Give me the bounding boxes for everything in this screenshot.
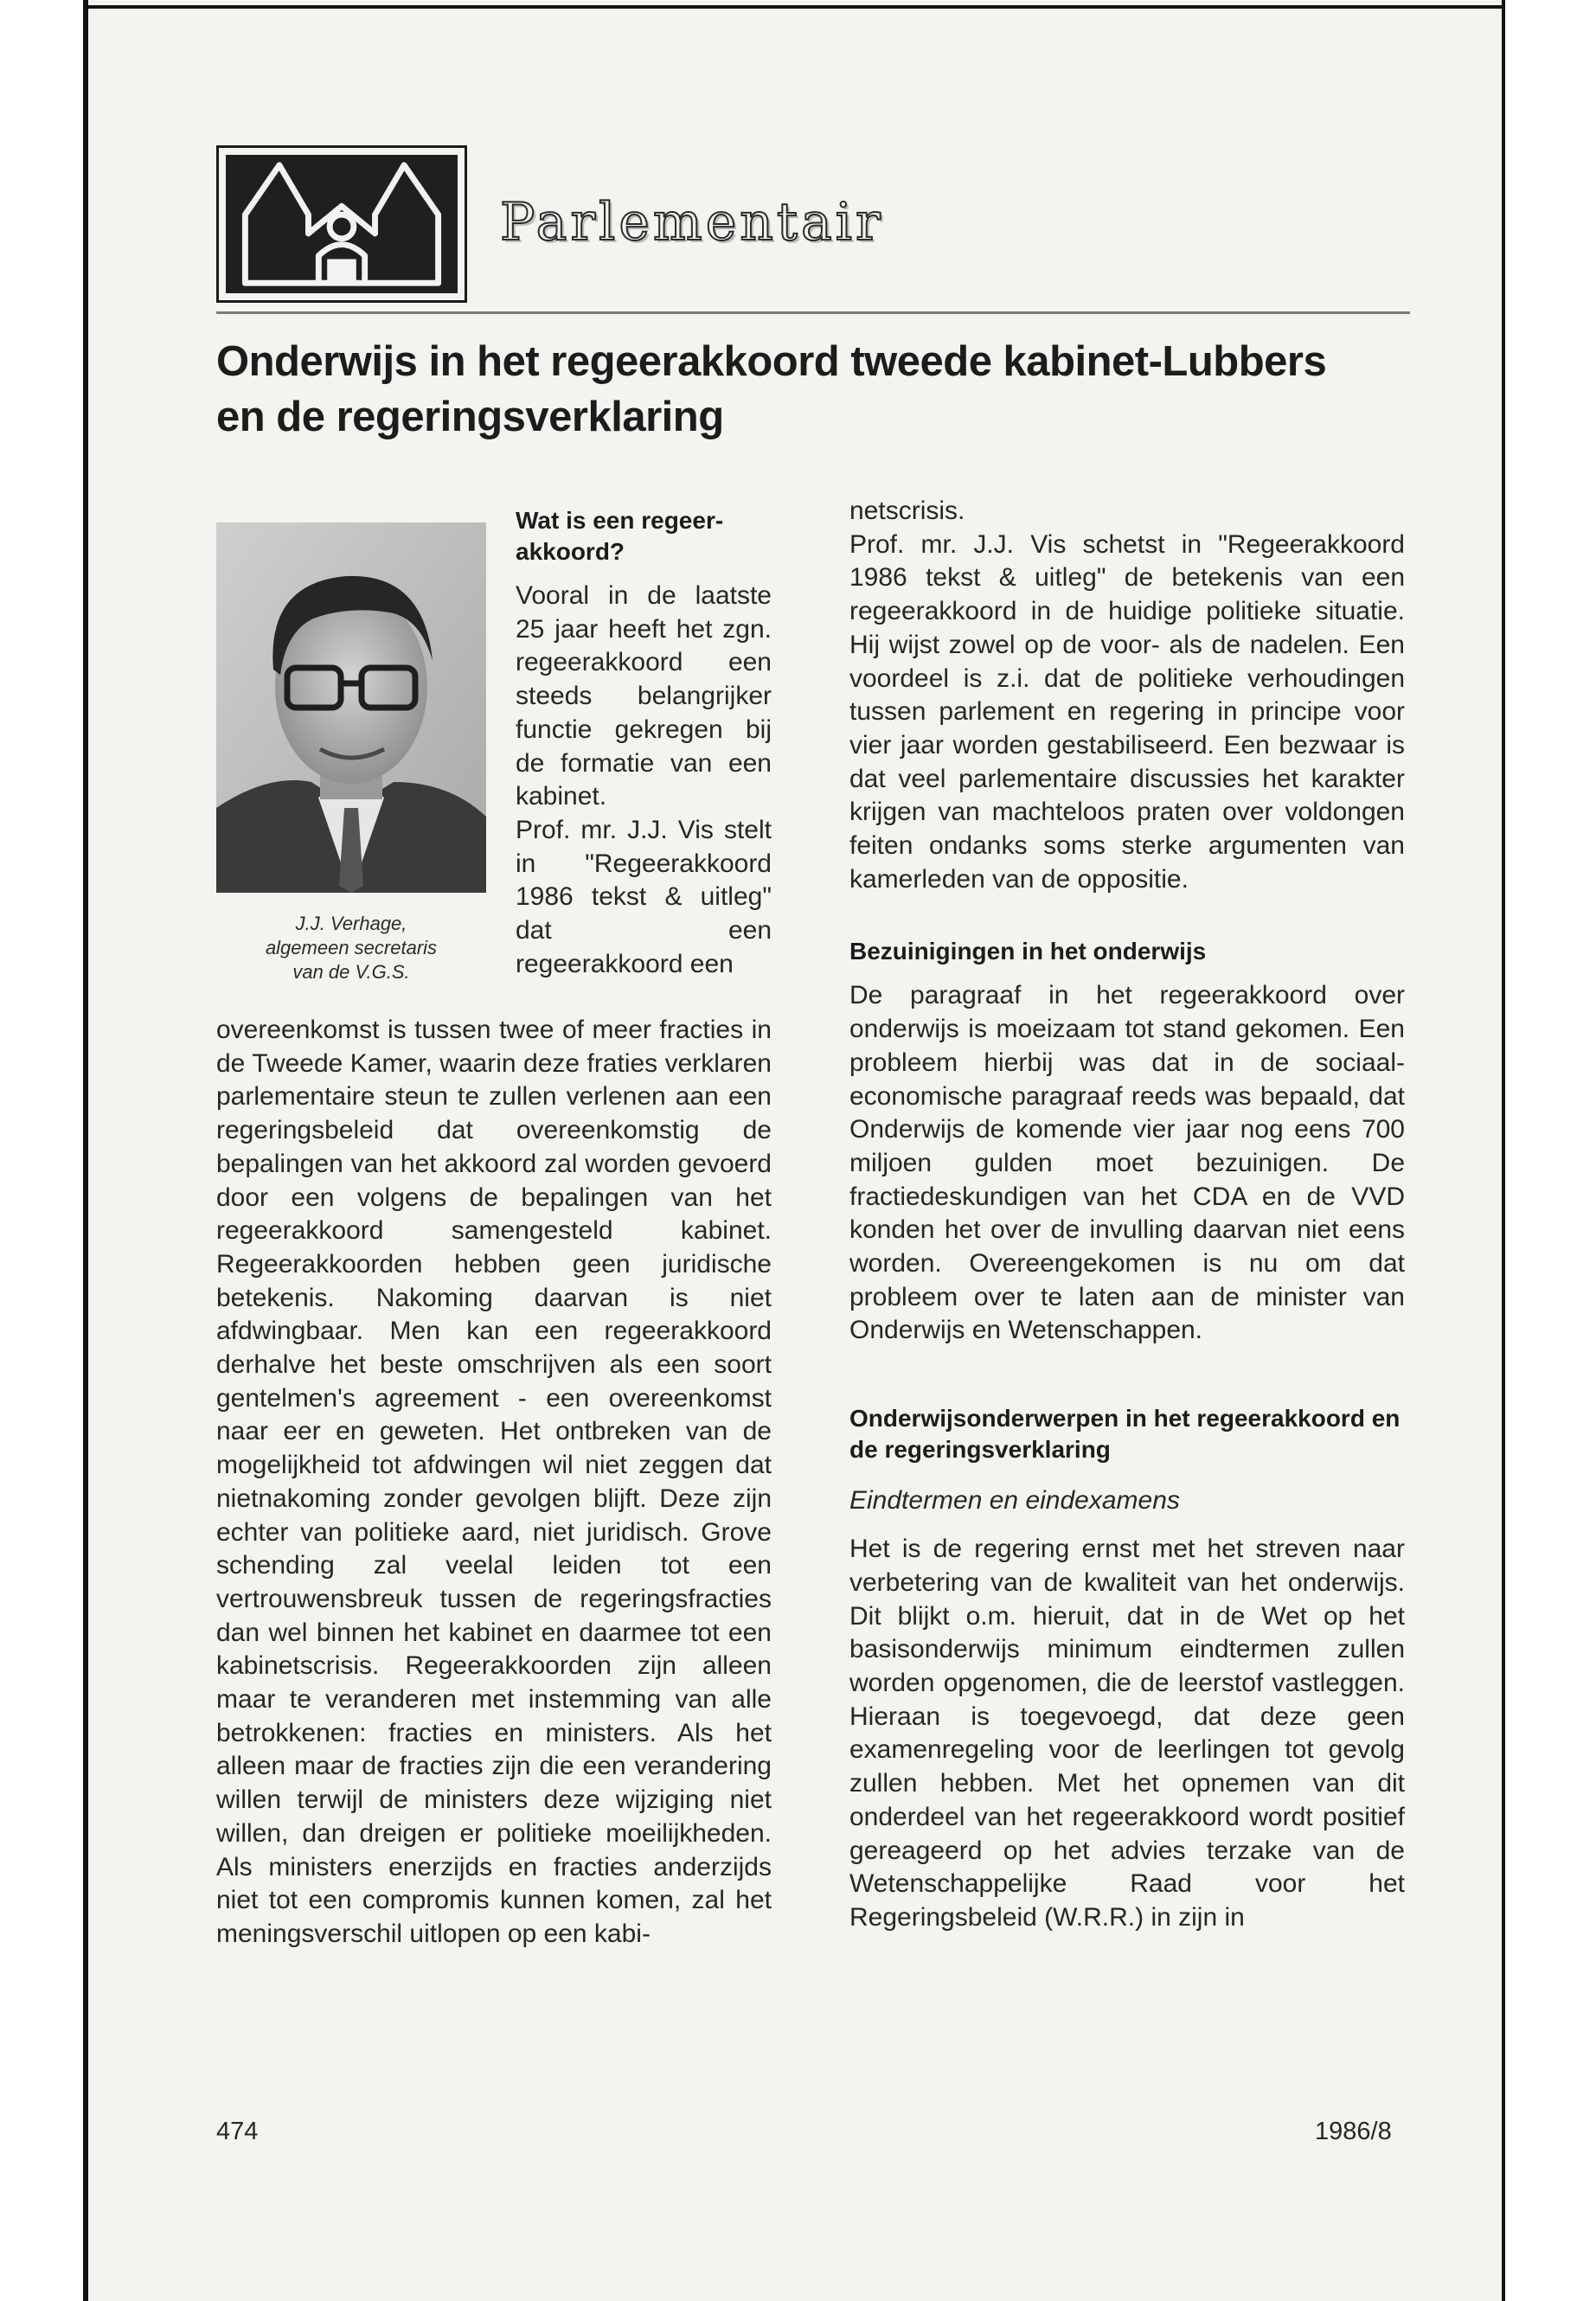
inset-paragraph: Vooral in de laatste 25 jaar heeft het zgn. regeerakkoord een steeds belangrijker functie gekregen bij de formatie van een kabinet. <box>516 581 772 811</box>
masthead-rule <box>216 311 1410 314</box>
section-heading-bezuinigingen: Bezuinigingen in het onderwijs <box>849 938 1207 965</box>
right-column <box>849 495 1405 1935</box>
right-paragraph-3: Het is de regering ernst met het streven naar verbetering van de kwaliteit van het onderwijs. Dit blijkt o.m. hieruit, dat in de Wet op het basisonderwijs minimum eindtermen zullen worden opgenomen, die de leerstof vastleggen. Hieraan is toegevoegd, dat deze geen examenregeling voor de leerlingen tot gevolg zullen hebben. Met het opnemen van dit onderdeel van het regeerakkoord wordt positief gereageerd op het advies terzake van de Wetenschappelijke Raad voor het Regeringsbeleid (W.R.R.) in zijn in <box>849 1535 1405 1932</box>
page-top-edge <box>83 5 1505 9</box>
continuation-text: netscrisis. <box>849 497 965 525</box>
caption-line-2: algemeen secretaris <box>265 937 438 958</box>
author-portrait-photo <box>216 522 486 893</box>
section-title: Parlementair <box>500 192 884 253</box>
parlementair-logo <box>216 145 467 303</box>
inset-heading: Wat is een regeer-akkoord? <box>516 507 724 565</box>
headline-line-1: Onderwijs in het regeerakkoord tweede kabinet-Lubbers <box>216 338 1327 385</box>
page-number: 474 <box>216 2118 259 2145</box>
left-column-body: overeenkomst is tussen twee of meer fracties in de Tweede Kamer, waarin deze fraties verklaren parlementaire steun te zullen verlenen aan een regeringsbeleid dat overeenkomstig de bepalingen van het akkoord zal worden gevoerd door een volgens de bepalingen van het regeerakkoord samengesteld kabinet. Regeerakkoorden hebben geen juridische betekenis. Nakoming daarvan is niet afdwingbaar. Men kan een regeerakkoord derhalve het beste omschrijven als een soort gentelmen's agreement - een overeenkomst naar eer en geweten. Het ontbreken van de mogelijkheid tot afdwingen wil niet zeggen dat nietnakoming zonder gevolgen blijft. Deze zijn echter van politieke aard, niet juridisch. Grove schending zal veelal leiden tot een vertrouwensbreuk tussen de regeringsfracties dan wel binnen het kabinet en daarmee tot een kabinetscrisis. Regeerakkoorden zijn alleen maar te veranderen met instemming van alle betrokkenen: fracties en ministers. Als het alleen maar de fracties zijn die een verandering willen terwijl de ministers deze wijziging niet willen, dan dreigen er politieke moeilijkheden. Als ministers enerzijds en fracties anderzijds niet tot een compromis kunnen komen, zal het meningsverschil uitlopen op een kabi- <box>216 1016 772 1948</box>
inset-paragraph-2: Prof. mr. J.J. Vis stelt in "Regeerakkoord 1986 tekst & uitleg" dat een regeerakkoord een <box>516 815 772 978</box>
section-heading-onderwijsonderwerpen: Onderwijsonderwerpen in het regeerakkoord en de regeringsverklaring <box>849 1405 1401 1464</box>
right-paragraph-1: Prof. mr. J.J. Vis schetst in "Regeerakkoord 1986 tekst & uitleg" de betekenis van een regeerakkoord in de huidige politieke situatie. Hij wijst zowel op de voor- als de nadelen. Een voordeel is z.i. dat de politieke verhoudingen tussen parlement en regering in principe voor vier jaar worden gestabiliseerd. Een bezwaar is dat veel parlementaire discussies het karakter krijgen van machteloos praten over voldongen feiten ondanks soms sterke argumenten van kamerleden van de oppositie. <box>849 529 1405 894</box>
issue-number: 1986/8 <box>1315 2118 1392 2145</box>
inset-column <box>516 505 772 981</box>
subheading-eindtermen: Eindtermen en eindexamens <box>849 1486 1180 1516</box>
photo-caption <box>221 912 481 984</box>
headline-line-2: en de regeringsverklaring <box>216 394 724 440</box>
caption-line-1: J.J. Verhage, <box>295 913 407 934</box>
article-headline <box>216 334 1427 445</box>
caption-line-3: van de V.G.S. <box>292 961 410 983</box>
right-paragraph-2: De paragraaf in het regeerakkoord over onderwijs is moeizaam tot stand gekomen. Een probleem hierbij was dat in de sociaal-economische paragraaf reeds was bepaald, dat Onderwijs de komende vier jaar nog eens 700 miljoen gulden moet bezuinigen. De fractiedeskundigen van het CDA en de VVD konden het over de invulling daarvan niet eens worden. Overeengekomen is nu om dat probleem over te laten aan de minister van Onderwijs en Wetenschappen. <box>849 981 1405 1345</box>
church-door-icon <box>226 155 458 293</box>
